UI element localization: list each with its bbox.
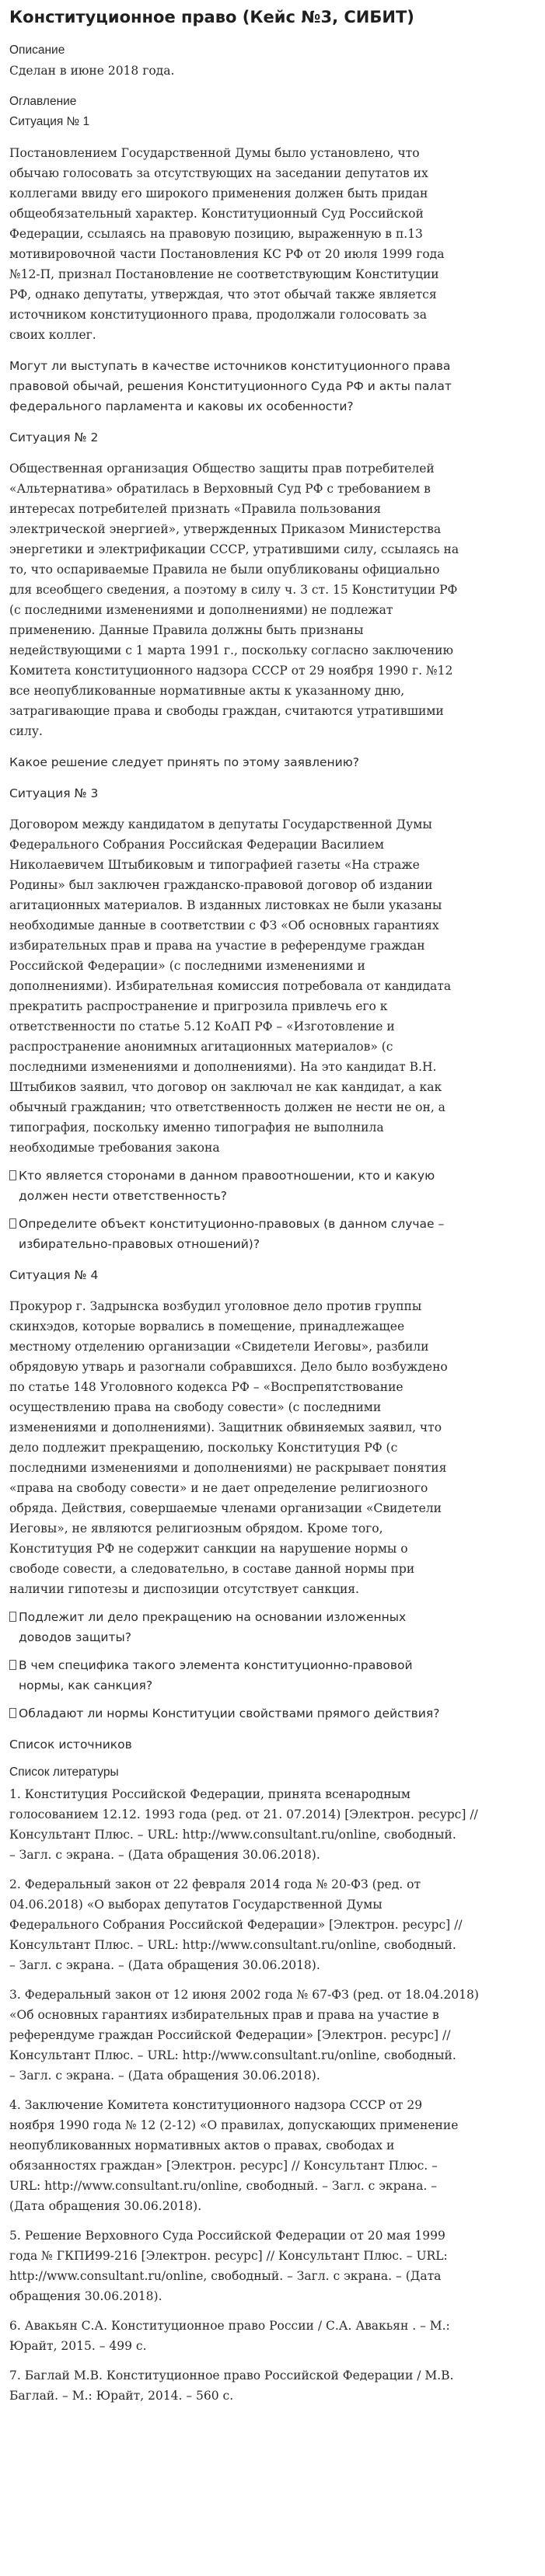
checkbox-bullet-icon (9, 1170, 16, 1180)
situation4-question-1-text: Подлежит ли дело прекращению на основании изложенных доводов защиты? (19, 1610, 407, 1644)
situation3-text: Договором между кандидатом в депутаты Государственной Думы Федерального Собрания Российская Федерации Василием Николаевичем Штыбиковым и типографией газеты «На страже Родины» был заключен гражданско-правовой договор об издании агитационных материалов. В изданных листовках не были указаны необходимые данные в соответствии с ФЗ «Об основных гарантиях избирательных прав и права на участие в референдуме граждан Российской Федерации» (с последними изменениями и дополнениями). Избирательная комиссия потребовала от кандидата прекратить распространение и пригрозила привлечь его к ответственности по статье 5.12 КоАП РФ – «Изготовление и распространение анонимных агитационных материалов» (с последними изменениями и дополнениями). На это кандидат В.Н. Штыбиков заявил, что договор он заключал не как кандидат, а как обычный гражданин; что ответственность должен не нести не он, а типография, поскольку именно типография не выполнила необходимые требования закона (9, 817, 452, 1155)
literature-label: Список литературы (9, 1766, 119, 1779)
description-label: Описание (9, 44, 65, 57)
reference-item: 1. Конституция Российской Федерации, принята всенародным голосованием 12.12. 1993 года (ред. от 21. 07.2014) [Электрон. ресурс] // Консультант Плюс. – URL: http://www.consultant.ru/online, свободный. – Загл. с экрана. – (Дата обращения 30.06.2018). (9, 1787, 478, 1862)
situation4-question-3-text: Обладают ли нормы Конституции свойствами прямого действия? (19, 1706, 440, 1720)
checkbox-bullet-icon (9, 1218, 16, 1229)
description-text: Сделан в июне 2018 года. (9, 64, 175, 78)
document-title: Конституционное право (Кейс №3, СИБИТ) (9, 8, 414, 26)
situation4-label: Ситуация № 4 (9, 1268, 99, 1282)
situation4-question-1 (9, 1607, 533, 1647)
reference-list (9, 1784, 533, 2406)
reference-item: 7. Баглай М.В. Конституционное право Российской Федерации / М.В. Баглай. – М.: Юрайт, 2014. – 560 с. (9, 2369, 454, 2403)
checkbox-bullet-icon (9, 1660, 16, 1670)
reference-item: 5. Решение Верховного Суда Российской Федерации от 20 мая 1999 года № ГКПИ99-216 [Электрон. ресурс] // Консультант Плюс. – URL: http://www.consultant.ru/online, свободный. – Загл. с экрана. – (Дата обращения 30.06.2018). (9, 2229, 448, 2303)
reference-item: 3. Федеральный закон от 12 июня 2002 года № 67-ФЗ (ред. от 18.04.2018) «Об основных гарантиях избирательных прав и права на участие в референдуме граждан Российской Федерации» [Электрон. ресурс] // Консультант Плюс. – URL: http://www.consultant.ru/online, свободный. – Загл. с экрана. – (Дата обращения 30.06.2018). (9, 1988, 479, 2083)
situation1-question: Могут ли выступать в качестве источников конституционного права правовой обычай, решения Конституционного Суда РФ и акты палат федерального парламента и каковы их особенности? (9, 359, 452, 413)
situation3-label: Ситуация № 3 (9, 786, 99, 800)
situation3-question-1-text: Кто является сторонами в данном правоотношении, кто и какую должен нести ответственность? (19, 1169, 435, 1203)
situation4-text: Прокурор г. Задрынска возбудил уголовное дело против группы скинхэдов, которые ворвались в помещение, принадлежащее местному отделению организации «Свидетели Иеговы», разбили обрядовую утварь и разогнали собравшихся. Дело было возбуждено по статье 148 Уголовного кодекса РФ – «Воспрепятствование осуществлению права на свободу совести» (с последними изменениями и дополнениями). Защитник обвиняемых заявил, что дело подлежит прекращению, поскольку Конституция РФ (с последними изменениями и дополнениями) не раскрывает понятия «права на свободу совести» и не дает определение религиозного обряда. Действия, совершаемые членами организации «Свидетели Иеговы», не являются религиозным обрядом. Кроме того, Конституция РФ не содержит санкции на нарушение нормы о свободе совести, а следовательно, в составе данной нормы при наличии гипотезы и диспозиции отсутствует санкция. (9, 1299, 448, 1596)
reference-item: 4. Заключение Комитета конституционного надзора СССР от 29 ноября 1990 года № 12 (2-12) «О правилах, допускающих применение неопубликованных нормативных актов о правах, свободах и обязанностях граждан» [Электрон. ресурс] // Консультант Плюс. – URL: http://www.consultant.ru/online, свободный. – Загл. с экрана. – (Дата обращения 30.06.2018). (9, 2098, 459, 2213)
reference-item: 2. Федеральный закон от 22 февраля 2014 года № 20-ФЗ (ред. от 04.06.2018) «О выборах депутатов Государственной Думы Федерального Собрания Российской Федерации» [Электрон. ресурс] // Консультант Плюс. – URL: http://www.consultant.ru/online, свободный. – Загл. с экрана. – (Дата обращения 30.06.2018). (9, 1877, 463, 1972)
situation3-question-2-text: Определите объект конституционно-правовых (в данном случае – избирательно-правовых отношений)? (19, 1217, 445, 1251)
contents-label: Оглавление (9, 95, 77, 108)
situation3-question-1 (9, 1166, 533, 1206)
reference-item: 6. Авакьян С.А. Конституционное право России / С.А. Авакьян . – М.: Юрайт, 2015. – 499 с. (9, 2319, 450, 2353)
situation4-question-2-text: В чем специфика такого элемента конституционно-правовой нормы, как санкция? (19, 1658, 413, 1692)
checkbox-bullet-icon (9, 1708, 16, 1718)
checkbox-bullet-icon (9, 1612, 16, 1622)
sources-label: Список источников (9, 1738, 132, 1752)
situation1-label: Ситуация № 1 (9, 115, 90, 128)
situation4-question-3 (9, 1703, 533, 1724)
situation2-label: Ситуация № 2 (9, 430, 99, 444)
situation2-text: Общественная организация Общество защиты прав потребителей «Альтернатива» обратилась в Верховный Суд РФ с требованием в интересах потребителей признать «Правила пользования электрической энергией», утвержденных Приказом Министерства энергетики и электрификации СССР, утратившими силу, ссылаясь на то, что оспариваемые Правила не были опубликованы официально для всеобщего сведения, а поэтому в силу ч. 3 ст. 15 Конституции РФ (с последними изменениями и дополнениями) не подлежат применению. Данные Правила должны быть признаны недействующими с 1 марта 1991 г., поскольку согласно заключению Комитета конституционного надзора СССР от 29 ноября 1990 г. №12 все неопубликованные нормативные акты к указанному дню, затрагивающие права и свободы граждан, считаются утратившими силу. (9, 462, 459, 738)
situation1-text: Постановлением Государственной Думы было установлено, что обычаю голосовать за отсутствующих на заседании депутатов их коллегами ввиду его широкого применения должен быть придан общеобязательный характер. Конституционный Суд Российской Федерации, ссылаясь на правовую позицию, выраженную в п.13 мотивировочной части Постановления КС РФ от 20 июля 1999 года №12-П, признал Постановление не соответствующим Конституции РФ, однако депутаты, утверждая, что этот обычай также является источником конституционного права, продолжали голосовать за своих коллег. (9, 146, 445, 342)
situation4-question-2 (9, 1655, 533, 1696)
situation2-question: Какое решение следует принять по этому заявлению? (9, 755, 359, 769)
situation3-question-2 (9, 1214, 533, 1254)
